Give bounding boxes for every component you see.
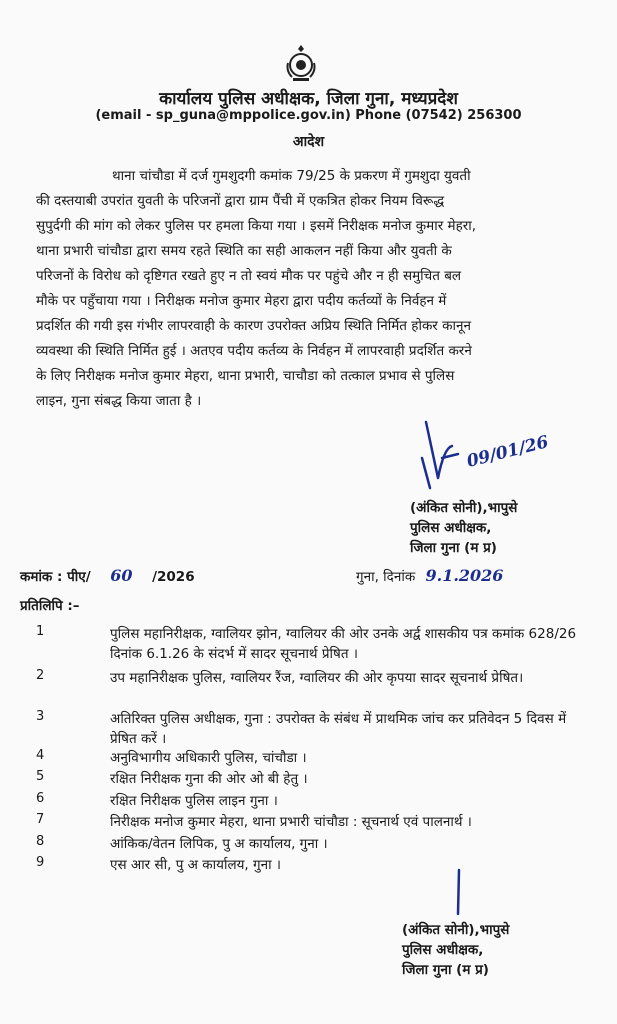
body-line: के लिए निरीक्षक मनोज कुमार मेहरा, थाना प्रभारी, चाचौडा को तत्काल प्रभाव से पुलिस [36,368,455,384]
copy-item-number: 1 [36,624,45,639]
copy-item-number: 6 [36,791,45,806]
copy-item-text: आंकिक/वेतन लिपिक, पु अ कार्यालय, गुना । [110,836,328,852]
signature-block-top [410,498,517,558]
reference-row [20,566,195,585]
body-line: थाना प्रभारी चांचौडा द्वारा समय रहते स्थिति का सही आकलन नहीं किया और युवती के [36,243,452,259]
copy-item-number: 2 [36,668,45,683]
body-line: थाना चांचौडा में दर्ज गुमशुदगी कमांक 79/25 के प्रकरण में गुमशुदा युवती [112,168,471,184]
copy-heading: प्रतिलिपि :– [20,598,80,614]
body-line: प्रदर्शित की गयी इस गंभीर लापरवाही के कारण उपरोक्त अप्रिय स्थिति निर्मित होकर कानून [36,318,471,334]
copy-item-text: निरीक्षक मनोज कुमार मेहरा, थाना प्रभारी चांचौडा : सूचनार्थ एवं पालनार्थ । [110,814,472,830]
mp-police-emblem-icon [284,43,318,83]
signature-block-bottom [402,920,509,980]
signatory-designation: पुलिस अधीक्षक, [402,942,484,958]
order-heading: आदेश [292,134,325,150]
issue-date: 9.1.2026 [425,566,504,585]
copy-item-text: एस आर सी, पु अ कार्यालय, गुना । [110,857,282,873]
reference-label: कमांक : पीए/ [20,569,91,585]
body-line: मौके पर पहुँचाया गया । निरीक्षक मनोज कुमार मेहरा द्वारा पदीय कर्तव्यों के निर्वहन में [36,293,447,309]
copy-item-text: रक्षित निरीक्षक गुना की ओर ओ बी हेतु । [110,771,308,787]
signatory-designation: पुलिस अधीक्षक, [410,520,492,536]
copy-item-text: पुलिस महानिरीक्षक, ग्वालियर झोन, ग्वालियर की ओर उनके अर्द्व शासकीय पत्र कमांक 628/26 दिनांक 6.1.26 के संदर्भ में सादर सूचनार्थ प्रेषित । [110,626,577,662]
handwritten-initial [452,868,466,918]
place-date [356,566,503,585]
copy-item-number: 5 [36,769,45,784]
copy-item-number: 3 [36,709,45,724]
office-title: कार्यालय पुलिस अधीक्षक, जिला गुना, मध्यप्रदेश [159,89,458,109]
contact-line: (email - sp_guna@mppolice.gov.in) Phone (07542) 256300 [95,108,522,123]
copy-item-number: 4 [36,748,45,763]
signatory-district: जिला गुना (म प्र) [402,962,489,978]
copy-item-text: रक्षित निरीक्षक पुलिस लाइन गुना । [110,793,278,809]
body-line: सुपुर्दगी की मांग को लेकर पुलिस पर हमला किया गया । इसमें निरीक्षक मनोज कुमार मेहरा, [36,218,477,234]
copy-item-number: 7 [36,812,45,827]
handwritten-signature [412,418,462,498]
body-line: व्यवस्था की स्थिति निर्मित हुई । अतएव पदीय कर्तव्य के निर्वहन में लापरवाही प्रदर्शित करने [36,343,472,359]
copy-item-number: 8 [36,834,45,849]
reference-year: /2026 [152,569,195,585]
reference-number: 60 [110,566,133,585]
copy-item-text: अतिरिक्त पुलिस अधीक्षक, गुना : उपरोक्त के संबंध में प्राथमिक जांच कर प्रतिवेदन 5 दिवस में प्रेषित करें । [110,711,567,747]
signatory-district: जिला गुना (म प्र) [410,540,497,556]
signatory-name: (अंकित सोनी),भापुसे [410,500,518,516]
copy-item-text: उप महानिरीक्षक पुलिस, ग्वालियर रैंज, ग्वालियर की ओर कृपया सादर सूचनार्थ प्रेषित। [110,670,524,686]
signature-date: 09/01/26 [464,432,551,472]
body-line: लाइन, गुना संबद्ध किया जाता है । [36,393,202,409]
copy-item-text: अनुविभागीय अधिकारी पुलिस, चांचौडा । [110,750,307,766]
body-line: परिजनों के विरोध को दृष्टिगत रखते हुए न तो स्वयं मौक पर पहुंचे और न ही समुचित बल [36,268,462,284]
body-line: की दस्तयाबी उपरांत युवती के परिजनों द्वारा ग्राम पैंची में एकत्रित होकर नियम विरूद्ध [36,193,445,209]
copy-item-number: 9 [36,855,45,870]
place-date-label: गुना, दिनांक [356,569,416,585]
signatory-name: (अंकित सोनी),भापुसे [402,922,510,938]
